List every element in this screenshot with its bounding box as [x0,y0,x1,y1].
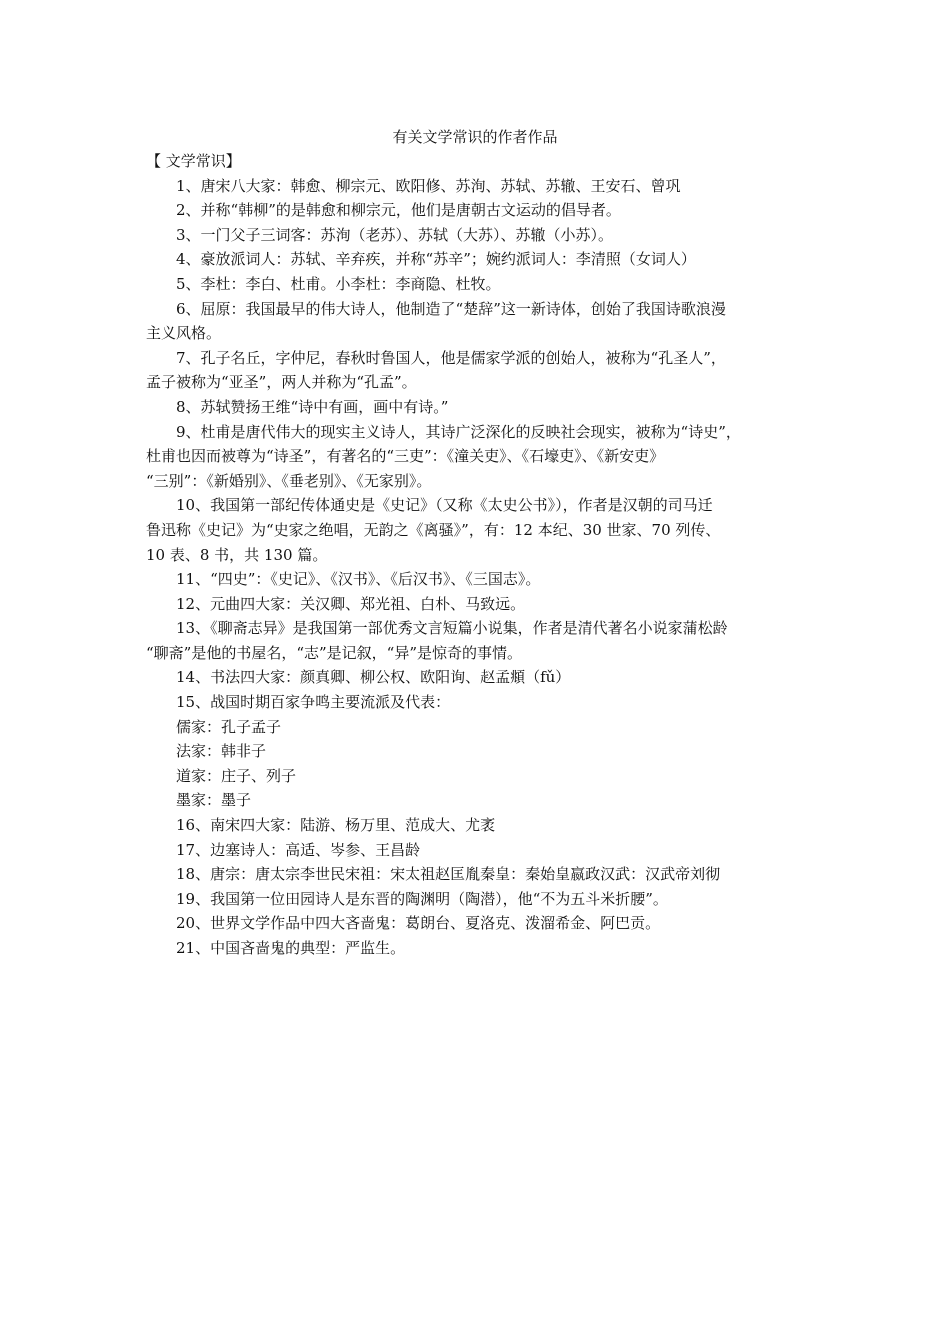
text-line: 19、我国第一位田园诗人是东晋的陶渊明（陶潜），他“不为五斗米折腰”。 [176,889,668,908]
text-line: 法家：韩非子 [176,742,267,761]
text-line: 2、并称“韩柳”的是韩愈和柳宗元，他们是唐朝古文运动的倡导者。 [176,201,621,220]
text-line: 20、世界文学作品中四大吝啬鬼：葛朗台、夏洛克、泼溜希金、阿巴贡。 [176,914,661,933]
text-line: 12、元曲四大家：关汉卿、郑光祖、白朴、马致远。 [176,594,526,613]
text-line: 墨家：墨子 [176,791,252,810]
text-line: 7、孔子名丘，字仲尼，春秋时鲁国人，他是儒家学派的创始人，被称为“孔圣人”， [176,348,726,367]
text-line: 鲁迅称《史记》为“史家之绝唱，无韵之《离骚》”，有：12 本纪、30 世家、70 列传、 [146,520,721,539]
text-line: 6、屈原：我国最早的伟大诗人，他制造了“楚辞”这一新诗体，创始了我国诗歌浪漫 [176,299,726,318]
text-line: 13、《聊斋志异》是我国第一部优秀文言短篇小说集，作者是清代著名小说家蒲松龄 [176,619,728,638]
text-line: “聊斋”是他的书屋名，“志”是记叙，“异”是惊奇的事情。 [146,643,523,662]
text-line: 17、边塞诗人：高适、岑参、王昌龄 [176,840,421,859]
text-line: 1、唐宋八大家：韩愈、柳宗元、欧阳修、苏洵、苏轼、苏辙、王安石、曾巩 [176,176,681,195]
section-heading: 【 文学常识】 [146,152,241,170]
text-line: 10、我国第一部纪传体通史是《史记》（又称《太史公书》），作者是汉朝的司马迁 [176,496,713,515]
text-line: 5、李杜：李白、杜甫。小李杜：李商隐、杜牧。 [176,274,501,293]
text-line: 儒家：孔子孟子 [176,717,282,736]
text-line: “三别”：《新婚别》、《垂老别》、《无家别》。 [146,471,432,490]
text-line: 10 表、8 书，共 130 篇。 [146,545,328,564]
text-line: 18、唐宗：唐太宗李世民宋祖：宋太祖赵匡胤秦皇：秦始皇嬴政汉武：汉武帝刘彻 [176,865,721,884]
text-line: 杜甫也因而被尊为“诗圣”，有著名的“三吏”：《潼关吏》、《石壕吏》、《新安吏》 [146,447,665,466]
text-line: 15、战国时期百家争鸣主要流派及代表： [176,693,451,712]
text-line: 9、杜甫是唐代伟大的现实主义诗人，其诗广泛深化的反映社会现实，被称为“诗史”， [176,422,741,441]
text-line: 4、豪放派词人：苏轼、辛弃疾，并称“苏辛”；婉约派词人：李清照（女词人） [176,250,696,269]
document-body [146,149,822,961]
text-line: 8、苏轼赞扬王维“诗中有画，画中有诗。” [176,397,449,416]
text-line: 11、“四史”：《史记》、《汉书》、《后汉书》、《三国志》。 [176,570,541,589]
text-line: 14、书法四大家：颜真卿、柳公权、欧阳询、赵孟頫（fǔ） [176,668,571,687]
text-line: 3、一门父子三词客：苏洵（老苏）、苏轼（大苏）、苏辙（小苏）。 [176,225,614,244]
document-title: 有关文学常识的作者作品 [392,128,558,146]
text-line: 道家：庄子、列子 [176,766,297,785]
text-line: 孟子被称为“亚圣”，两人并称为“孔孟”。 [146,373,417,392]
text-line: 16、南宋四大家：陆游、杨万里、范成大、尤袤 [176,816,496,835]
text-line: 21、中国吝啬鬼的典型：严监生。 [176,939,406,957]
text-line: 主义风格。 [146,324,222,343]
